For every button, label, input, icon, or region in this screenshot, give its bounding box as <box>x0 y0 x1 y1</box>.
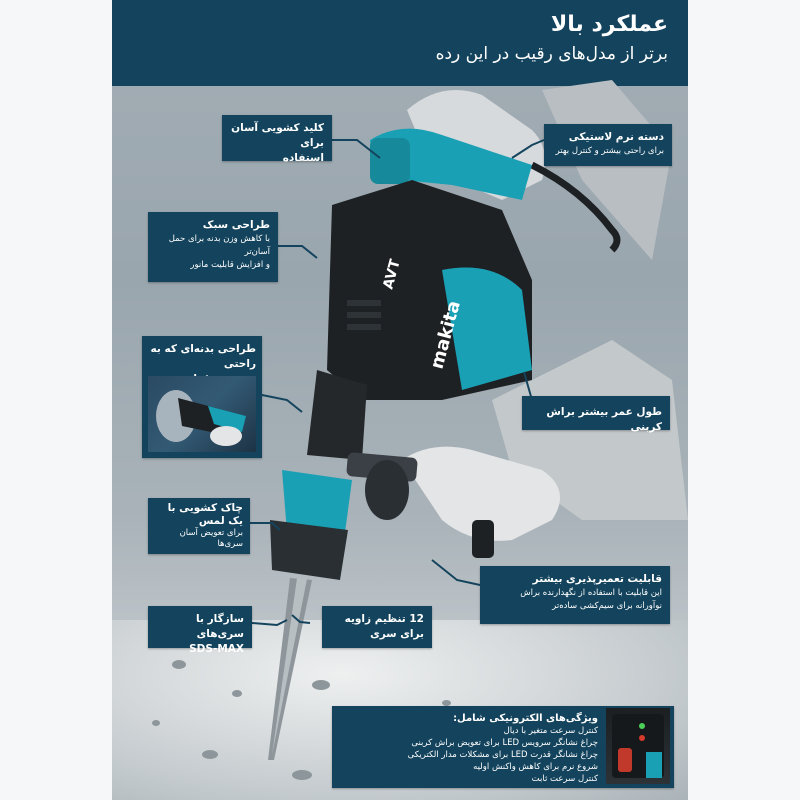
side-handle-end <box>472 520 494 558</box>
sliding-switch-housing <box>370 138 410 184</box>
callout-rubber-handle <box>544 124 672 166</box>
body-design-title: طراحی بدنه‌ای که به راحتی <box>150 343 256 370</box>
callout-repairability <box>480 566 670 624</box>
body-grip-inset-photo <box>148 376 256 452</box>
sliding-key-line2: استفاده <box>282 152 324 164</box>
callout-chuck <box>148 498 250 554</box>
chuck-line2: یک لمس <box>198 515 243 527</box>
avt-badge: AVT <box>380 257 404 292</box>
callout-sliding-key <box>222 115 332 164</box>
light-design-sub1: با کاهش وزن بدنه برای حمل آسان‌تر <box>168 234 270 257</box>
electronics-inset-photo <box>606 708 670 784</box>
electronics-item: کنترل سرعت متغیر با دیال <box>503 726 598 736</box>
electronics-title: ویژگی‌های الکترونیکی شامل: <box>453 713 598 724</box>
poster-title: عملکرد بالا <box>550 12 668 37</box>
brush-life-title: طول عمر بیشتر براش کربنی <box>546 406 662 433</box>
repairability-sub2: نوآورانه برای سیم‌کشی ساده‌تر <box>552 601 662 611</box>
chisel-bit <box>268 578 312 760</box>
callout-angle-settings <box>322 606 432 648</box>
light-design-title: طراحی سبک <box>202 219 270 231</box>
poster-subtitle: برتر از مدل‌های رقیب در این رده <box>435 44 668 64</box>
callout-brush-life <box>522 396 670 433</box>
chuck-title: چاک کشویی با <box>167 502 243 514</box>
callout-sds-max <box>148 606 252 655</box>
electronics-item: کنترل سرعت ثابت <box>531 774 598 784</box>
chuck-sleeve <box>270 520 348 580</box>
electronics-item: چراغ نشانگر قدرت LED برای مشکلات مدار الکتریکی <box>407 750 598 760</box>
sds-max-line1: سازگار با سری‌های <box>196 613 244 640</box>
angle-line2: برای سری <box>370 628 424 640</box>
repairability-sub1: این قابلیت با استفاده از نگهدارنده براش <box>520 588 662 598</box>
angle-line1: 12 تنظیم زاویه <box>344 613 424 625</box>
repairability-title: قابلیت تعمیرپذیری بیشتر <box>532 573 662 585</box>
chuck-sub1: برای تعویض آسان <box>179 528 243 538</box>
light-design-sub2: و افزایش قابلیت مانور <box>190 260 270 270</box>
barrel <box>307 370 367 460</box>
product-poster <box>112 0 688 800</box>
side-handle-grip <box>365 460 409 520</box>
rubber-handle-sub: برای راحتی بیشتر و کنترل بهتر <box>555 146 664 156</box>
electronics-item: چراغ نشانگر سرویس LED برای تعویض براش کربنی <box>411 738 598 748</box>
chuck-sub2: سری‌ها <box>217 539 243 549</box>
rubber-handle-title: دسته نرم لاستیکی <box>568 131 664 143</box>
electronics-item: شروع نرم برای کاهش واکنش اولیه <box>473 762 598 772</box>
brand-logo: makita <box>426 298 465 372</box>
sds-max-line2: SDS-MAX <box>189 643 244 655</box>
sliding-key-title: کلید کشویی آسان برای <box>231 122 324 149</box>
upper-sleeve <box>542 80 672 260</box>
callout-light-design <box>148 212 278 282</box>
